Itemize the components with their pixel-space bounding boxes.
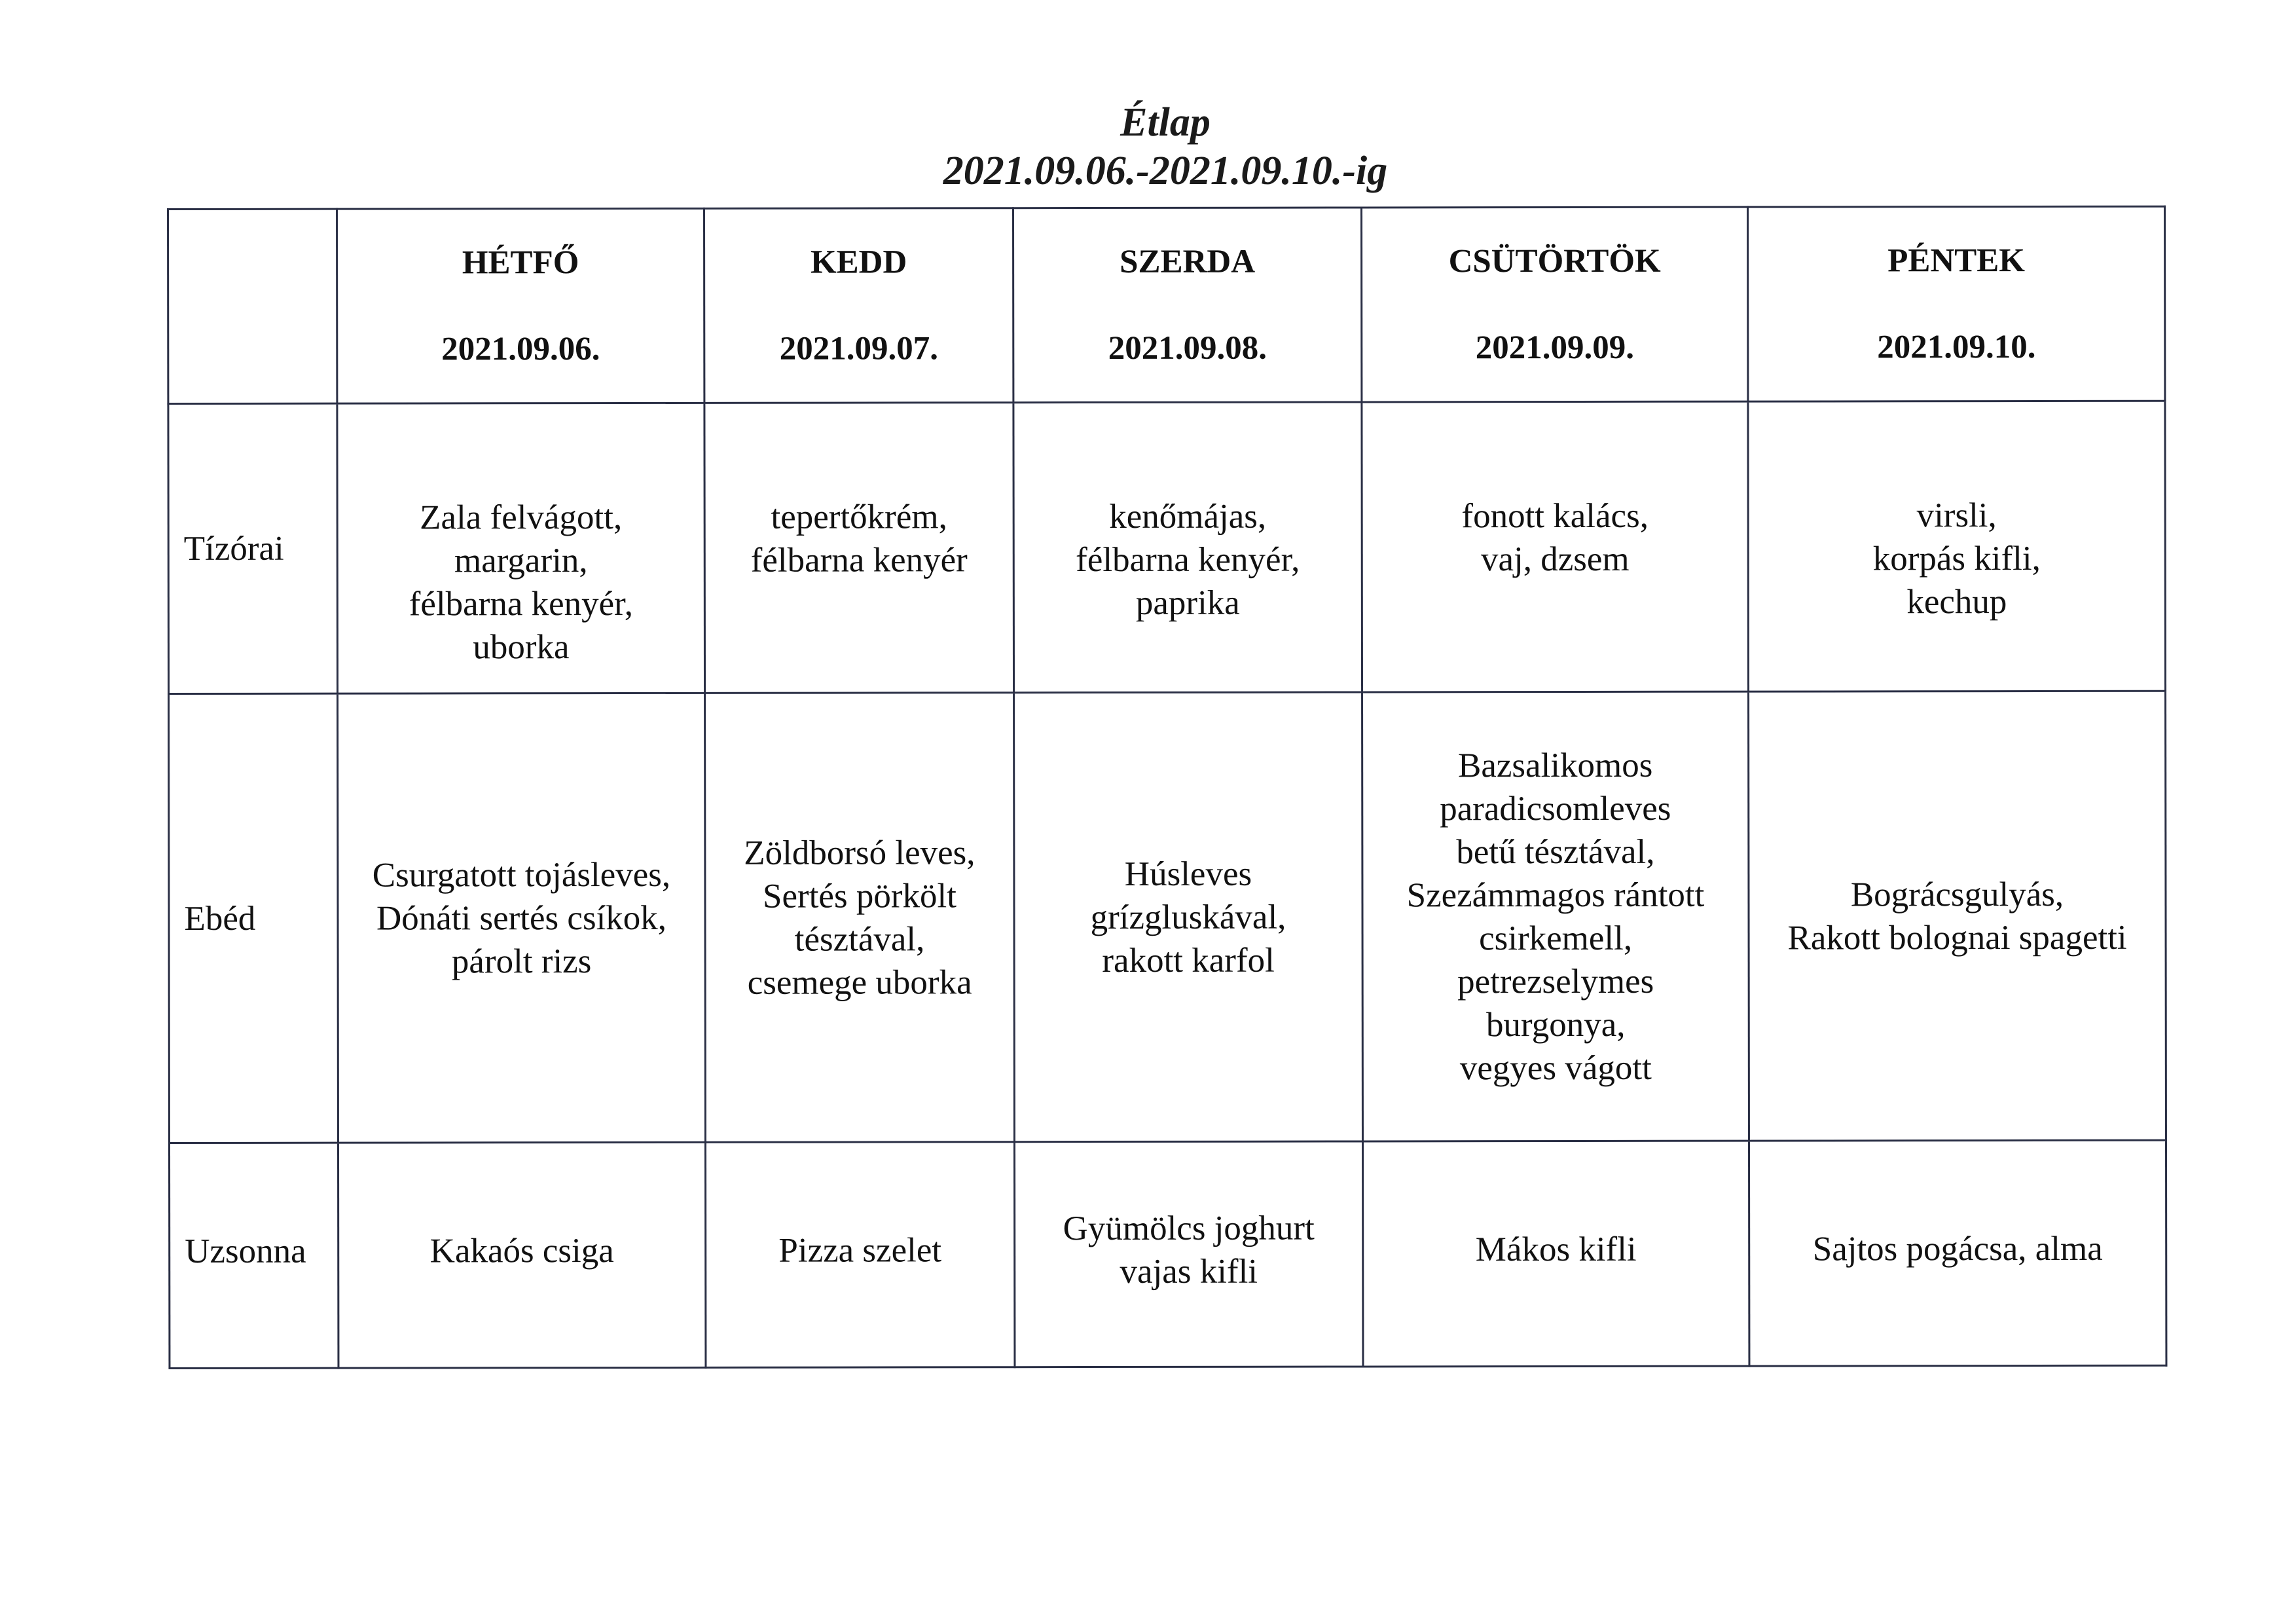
meal-cell xyxy=(1013,402,1362,693)
dish-line: Kakaós csiga xyxy=(429,1231,614,1270)
day-date: 2021.09.10. xyxy=(1877,329,2036,366)
dish-line: tepertőkrém, xyxy=(771,498,947,536)
dish-line: Zala felvágott, xyxy=(420,498,623,537)
dish-line: Bazsalikomos xyxy=(1457,746,1653,784)
day-header-tuesday xyxy=(704,208,1013,403)
dish-line: Mákos kifli xyxy=(1475,1230,1637,1268)
dish-line: Húsleves xyxy=(1124,855,1252,893)
dish-line: Sertés pörkölt xyxy=(762,876,957,915)
dish-line: Csurgatott tojásleves, xyxy=(372,855,671,895)
dish-line: burgonya, xyxy=(1485,1005,1626,1044)
dish-line: grízgluskával, xyxy=(1090,898,1286,936)
meal-label: Tízórai xyxy=(168,403,338,693)
title-date-range: 2021.09.06.-2021.09.10.-ig xyxy=(943,149,1388,193)
dish-line: párolt rizs xyxy=(451,942,592,980)
dish-line: félbarna kenyér, xyxy=(1076,540,1300,580)
meal-cell xyxy=(1749,691,2166,1141)
dish-line: virsli, xyxy=(1916,496,1997,535)
dish-line: kechup xyxy=(1906,583,2007,621)
day-header-monday xyxy=(337,208,704,403)
dish-line: csemege uborka xyxy=(747,963,972,1002)
meal-cell xyxy=(1014,1141,1362,1367)
meal-label: Uzsonna xyxy=(169,1143,338,1368)
dish-line: Bográcsgulyás, xyxy=(1850,875,2064,913)
meal-cell xyxy=(705,693,1015,1143)
meal-cell xyxy=(1362,692,1749,1141)
dish-line: paradicsomleves xyxy=(1440,789,1671,828)
meal-cell xyxy=(1748,401,2166,692)
day-date: 2021.09.08. xyxy=(1108,329,1267,367)
dish-line: fonott kalács, xyxy=(1461,496,1649,536)
meal-row-uzsonna xyxy=(169,1140,2166,1368)
title-heading: Étlap xyxy=(1120,100,1211,145)
meal-cell xyxy=(338,693,706,1143)
day-name: KEDD xyxy=(810,244,907,281)
dish-line: Sajtos pogácsa, alma xyxy=(1812,1229,2103,1268)
dish-line: csirkemell, xyxy=(1479,919,1633,957)
day-header-wednesday xyxy=(1013,208,1362,403)
day-header-friday xyxy=(1747,206,2164,401)
meal-cell xyxy=(337,403,705,693)
meal-row-ebed xyxy=(169,691,2166,1143)
day-name: SZERDA xyxy=(1120,243,1256,280)
meal-cell xyxy=(338,1142,705,1368)
meal-cell xyxy=(1362,401,1749,692)
dish-line: Szezámmagos rántott xyxy=(1406,876,1705,914)
dish-line: betű tésztával, xyxy=(1456,832,1655,871)
dish-line: Dónáti sertés csíkok, xyxy=(376,898,667,938)
dish-line: vajas kifli xyxy=(1120,1252,1258,1291)
dish-line: margarin, xyxy=(454,542,588,580)
day-name: PÉNTEK xyxy=(1887,242,2025,280)
dish-line: korpás kifli, xyxy=(1872,540,2041,578)
dish-line: kenőmájas, xyxy=(1109,497,1267,536)
dish-line: paprika xyxy=(1135,583,1240,622)
dish-line: uborka xyxy=(473,628,570,667)
dish-line: rakott karfol xyxy=(1102,941,1275,980)
meal-cell xyxy=(1014,692,1363,1142)
meal-label: Ebéd xyxy=(169,693,338,1143)
day-name: CSÜTÖRTÖK xyxy=(1448,242,1661,280)
weekly-menu-table xyxy=(167,206,2167,1369)
meal-row-tizorai xyxy=(168,401,2166,693)
day-date: 2021.09.07. xyxy=(779,330,938,367)
dish-line: Gyümölcs joghurt xyxy=(1063,1209,1315,1247)
meal-cell xyxy=(1362,1141,1749,1367)
dish-line: Pizza szelet xyxy=(778,1230,942,1270)
corner-cell xyxy=(168,209,337,403)
meal-cell xyxy=(1749,1140,2166,1366)
dish-line: tésztával, xyxy=(794,919,925,959)
meal-cell xyxy=(705,1142,1014,1368)
dish-line: félbarna kenyér xyxy=(750,541,968,580)
menu-title xyxy=(0,98,2296,195)
day-name: HÉTFŐ xyxy=(462,244,579,282)
day-date: 2021.09.09. xyxy=(1475,329,1634,367)
dish-line: félbarna kenyér, xyxy=(409,585,633,623)
meal-cell xyxy=(704,403,1014,693)
day-header-thursday xyxy=(1362,207,1748,402)
dish-line: petrezselymes xyxy=(1457,962,1654,1001)
dish-line: Zöldborsó leves, xyxy=(744,833,975,872)
dish-line: vaj, dzsem xyxy=(1480,540,1630,579)
header-row xyxy=(168,206,2165,403)
dish-line: Rakott bolognai spagetti xyxy=(1787,918,2127,957)
dish-line: vegyes vágott xyxy=(1459,1048,1652,1087)
day-date: 2021.09.06. xyxy=(441,331,600,368)
